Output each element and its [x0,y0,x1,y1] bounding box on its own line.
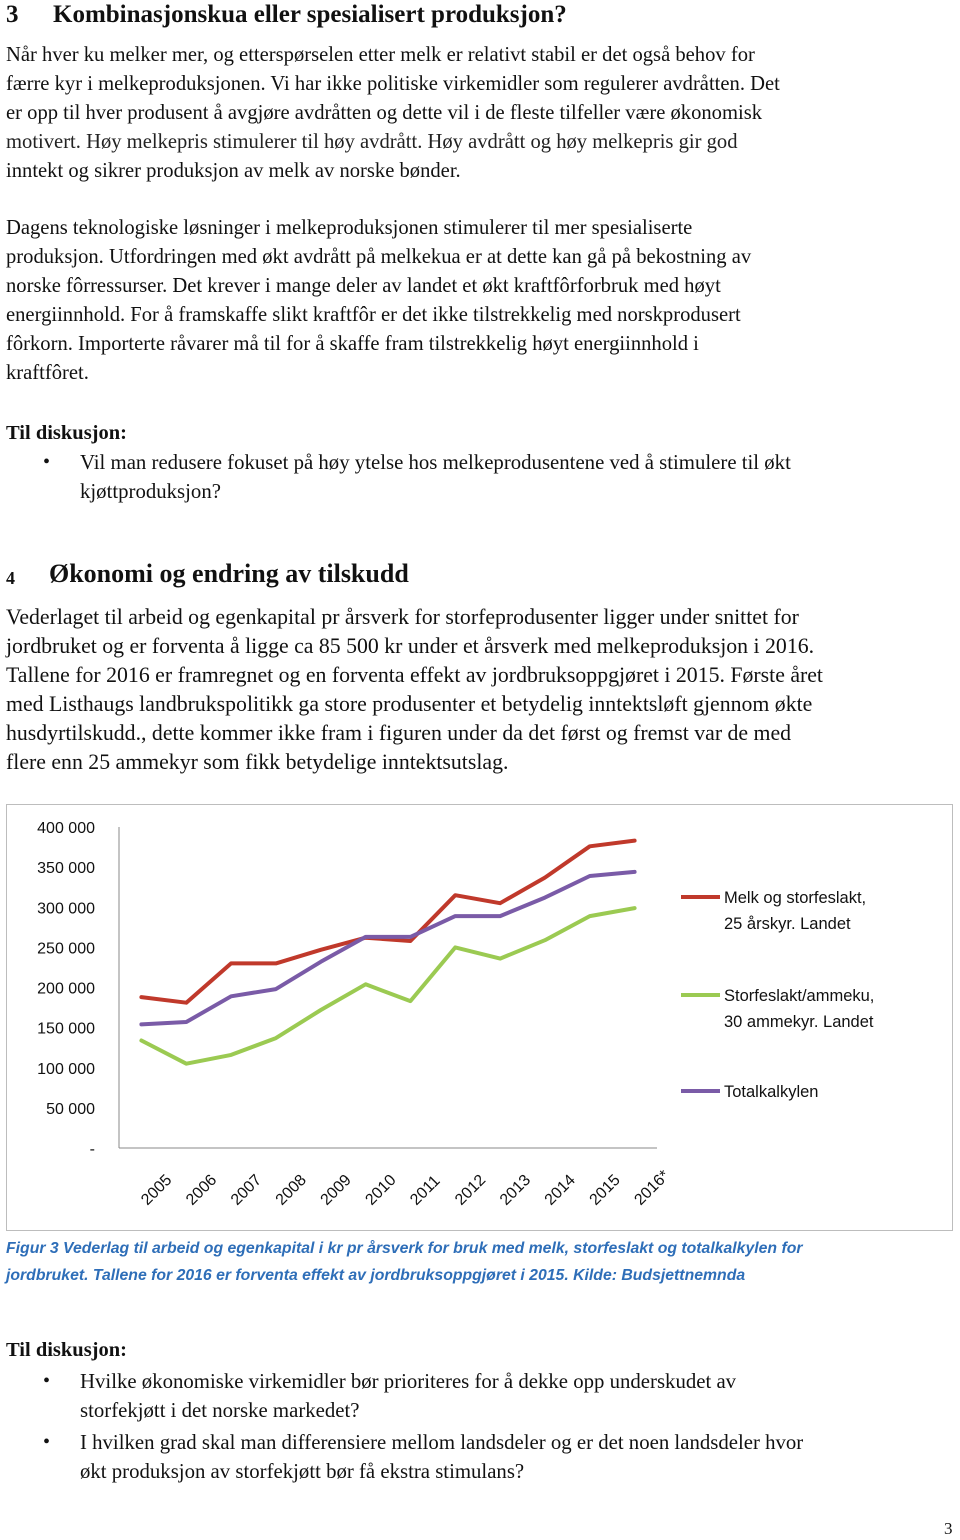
section-title: Kombinasjonskua eller spesialisert produksjon? [53,1,567,28]
text-line: motivert. Høy melkepris stimulerer til høy avdrått. Høy avdrått og høy melkepris gir god [6,131,738,153]
text-line: Dagens teknologiske løsninger i melkeproduksjonen stimulerer til mer spesialiserte [6,217,693,239]
text-line: norske fôrressurser. Det krever i mange deler av landet et økt kraftfôrforbruk med høyt [6,275,721,297]
x-tick-label: 2014 [541,1171,579,1209]
discussion-bullet [6,448,956,506]
y-tick-label: 250 000 [37,940,95,958]
text-line: produksjon. Utfordringen med økt avdrått på melkekua er at dette kan gå på bekostning av [6,246,752,268]
x-tick-label: 2016* [631,1167,673,1209]
legend-label: Melk og storfeslakt, [724,889,867,907]
chart-frame [6,804,953,1231]
paragraph-3 [6,603,823,777]
x-tick-label: 2008 [272,1171,310,1209]
text-line: flere enn 25 ammekyr som fikk betydelige inntektsutslag. [6,750,509,774]
y-tick-label: 400 000 [37,820,95,837]
x-tick-label: 2013 [496,1171,535,1209]
x-tick-label: 2006 [183,1171,221,1209]
legend-item-totalkalkylen [724,1079,818,1105]
y-tick-label: 200 000 [37,980,95,998]
legend-item-storfeslakt [724,983,874,1035]
text-line: Tallene for 2016 er framregnet og en forventa effekt av jordbruksoppgjøret i 2015. Første året [6,663,823,687]
text-line: husdyrtilskudd., dette kommer ikke fram i figuren under da det først og fremst var de med [6,721,792,745]
series-line-0 [141,841,634,1003]
text-line: færre kyr i melkeproduksjonen. Vi har ikke politiske virkemidler som regulerer avdråtten. Det [6,73,780,95]
text-line: energiinnhold. For å framskaffe slikt kraftfôr er det ikke tilstrekkelig med norskprodusert [6,304,741,326]
discussion-list [6,448,956,506]
y-tick-label: - [89,1141,95,1158]
text-line: • Hvilke økonomiske virkemidler bør prioriteres for å dekke opp underskudet av [80,1370,737,1393]
y-tick-label: 300 000 [37,900,95,918]
x-tick-label: 2005 [138,1171,176,1209]
text-line: inntekt og sikrer produksjon av melk av norske bønder. [6,160,461,182]
legend-label: 25 årskyr. Landet [724,915,851,933]
discussion-bullet [6,1367,956,1425]
x-tick-label: 2007 [227,1171,266,1209]
discussion-heading: Til diskusjon: [6,422,127,444]
x-tick-label: 2009 [317,1171,355,1209]
x-tick-label: 2010 [362,1171,400,1209]
x-tick-label: 2011 [407,1172,444,1209]
y-tick-label: 50 000 [46,1100,95,1118]
text-line: Vederlaget til arbeid og egenkapital pr årsverk for storfeprodusenter ligger under snittet for [6,605,799,629]
text-line: er opp til hver produsent å avgjøre avdråtten og dette vil i de fleste tilfeller være økonomisk [6,102,763,124]
text-line: storfekjøtt i det norske markedet? [80,1399,360,1422]
figure-caption [6,1235,956,1289]
discussion-list-2 [6,1367,956,1486]
legend-label: Storfeslakt/ammeku, [724,987,875,1005]
paragraph-1 [6,41,780,186]
legend-item-melk [724,885,866,937]
text-line: med Listhaugs landbrukspolitikk ga store produsenter et betydelig inntektsløft gjennom økte [6,692,813,716]
section-title: Økonomi og endring av tilskudd [49,559,409,588]
page-number: 3 [944,1519,953,1538]
legend-label: 30 ammekyr. Landet [724,1013,874,1031]
section-3-heading [6,0,567,30]
paragraph-2 [6,214,751,388]
text-line: • I hvilken grad skal man differensiere mellom landsdeler og er det noen landsdeler hvor [80,1431,804,1454]
caption-line: jordbruket. Tallene for 2016 er forventa effekt av jordbruksoppgjøret i 2015. Kilde: Budsjettnemnda [6,1267,746,1284]
discussion-heading-2: Til diskusjon: [6,1339,127,1361]
text-line: kraftfôret. [6,362,89,384]
series-line-2 [141,872,634,1025]
text-line: • Vil man redusere fokuset på høy ytelse hos melkeprodusentene ved å stimulere til økt [80,451,791,474]
y-tick-label: 150 000 [37,1020,95,1038]
discussion-bullet [6,1428,956,1486]
y-tick-label: 350 000 [37,860,95,878]
x-tick-label: 2015 [586,1171,624,1209]
text-line: økt produksjon av storfekjøtt bør få ekstra stimulans? [80,1460,525,1483]
x-tick-label: 2012 [452,1171,490,1209]
text-line: jordbruket og er forventa å ligge ca 85 500 kr under et årsverk med melkeproduksjon i 2016. [6,634,815,658]
y-tick-label: 100 000 [37,1060,95,1078]
text-line: kjøttproduksjon? [80,480,221,503]
legend-label: Totalkalkylen [724,1083,819,1101]
section-number: 4 [6,567,15,588]
section-number: 3 [6,1,19,28]
text-line: fôrkorn. Importerte råvarer må til for å skaffe fram tilstrekkelig høyt energiinnhold i [6,333,699,355]
caption-line: Figur 3 Vederlag til arbeid og egenkapital i kr pr årsverk for bruk med melk, storfeslakt og totalkalkylen for [6,1240,803,1257]
section-4-heading [6,558,409,590]
text-line: Når hver ku melker mer, og etterspørselen etter melk er relativt stabil er det også behov for [6,44,755,66]
series-line-1 [141,908,634,1064]
